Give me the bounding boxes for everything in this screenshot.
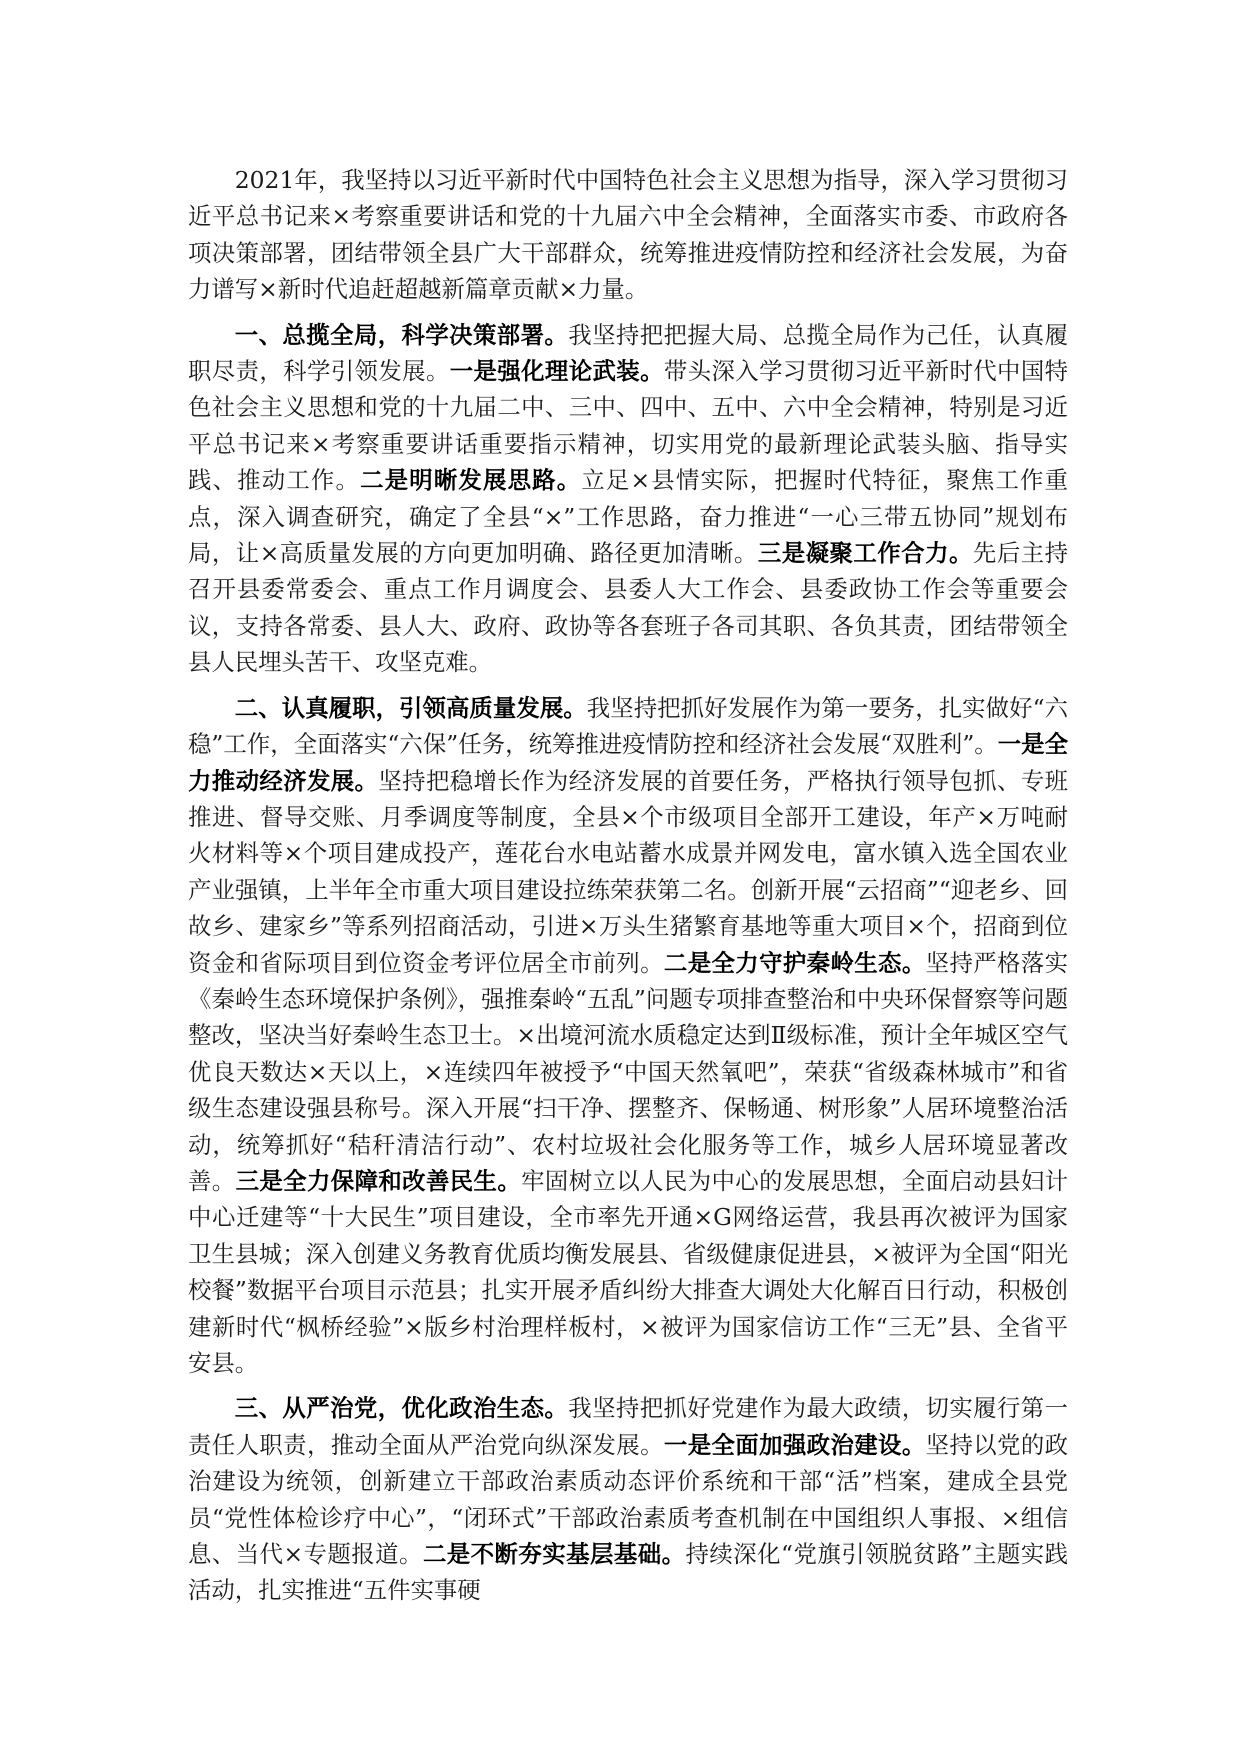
section-1-heading: 一、总揽全局，科学决策部署。 [234,320,569,349]
section-1-point-2-heading: 二是明晰发展思路。 [360,466,582,495]
intro-text: 2021年，我坚持以习近平新时代中国特色社会主义思想为指导，深入学习贯彻习近平总书记来×考察重要讲话和党的十九届六中全会精神，全面落实市委、市政府各项决策部署，团结带领全县广大干部群众，统筹推进疫情防控和经济社会发展，为奋力谱写×新时代追赶超越新篇章贡献×力量。 [188,166,1068,304]
section-3-point-1-heading: 一是全面加强政治建设。 [663,1430,926,1459]
intro-paragraph [188,162,1068,308]
section-2-text: 我坚持把抓好发展作为第一要务，扎实做好“六稳”工作，全面落实“六保”任务，统筹推进疫情防控和经济社会发展“双胜利”。 [188,693,1068,759]
section-1-point-3-heading: 三是凝聚工作合力。 [757,539,973,568]
section-3-text: 我坚持把抓好党建作为最大政绩，切实履行第一责任人职责，推动全面从严治党向纵深发展。 [188,1394,1068,1459]
section-3-heading: 三、从严治党，优化政治生态。 [234,1394,569,1423]
section-1-point-1-text: 带头深入学习贯彻习近平新时代中国特色社会主义思想和党的十九届二中、三中、四中、五中、六中全会精神，特别是习近平总书记来×考察重要讲话重要指示精神，切实用党的最新理论武装头脑、指导实践、推动工作。 [188,357,1069,495]
section-2-point-3-heading: 三是全力保障和改善民生。 [235,1166,522,1195]
document-page [188,162,1068,1618]
section-1-point-2-text: 立足×县情实际，把握时代特征，聚焦工作重点，深入调查研究，确定了全县“×”工作思路，奋力推进“一心三带五协同”规划布局，让×高质量发展的方向更加明确、路径更加清晰。 [188,466,1068,568]
section-1-point-1-heading: 一是强化理论武装。 [449,357,664,386]
section-3-point-2-heading: 二是不断夯实基层基础。 [422,1540,686,1569]
section-2-point-2-text: 坚持严格落实《秦岭生态环境保护条例》，强推秦岭“五乱”问题专项排查整治和中央环保督察等问题整改，坚决当好秦岭生态卫士。×出境河流水质稳定达到Ⅱ级标准，预计全年城区空气优良天数达×天以上，×连续四年被授予“中国天然氧吧”，荣获“省级森林城市”和省级生态建设强县称号。深入开展“扫干净、摆整齐、保畅通、树形象”人居环境整治活动，统筹抓好“秸秆清洁行动”、农村垃圾社会化服务等工作，城乡人居环境显著改善。 [188,948,1069,1195]
section-3-point-1-text: 坚持以党的政治建设为统领，创新建立干部政治素质动态评价系统和干部“活”档案，建成全县党员“党性体检诊疗中心”，“闭环式”干部政治素质考查机制在中国组织人事报、×组信息、当代×专题报道。 [188,1430,1069,1569]
section-2-heading: 二、认真履职，引领高质量发展。 [234,693,587,722]
section-2-point-3-text: 牢固树立以人民为中心的发展思想，全面启动县妇计中心迁建等“十大民生”项目建设，全市率先开通×G网络运营，我县再次被评为国家卫生县城；深入创建义务教育优质均衡发展县、省级健康促进县，×被评为全国“阳光校餐”数据平台项目示范县；扎实开展矛盾纠纷大排查大调处大化解百日行动，积极创建新时代“枫桥经验”×版乡村治理样板村，×被评为国家信访工作“三无”县、全省平安县。 [188,1166,1069,1377]
section-1-point-3-text: 先后主持召开县委常委会、重点工作月调度会、县委人大工作会、县委政协工作会等重要会议，支持各常委、县人大、政府、政协等各套班子各司其职、各负其责，团结带领全县人民埋头苦干、攻坚克难。 [188,539,1069,677]
section-2-point-2-heading: 二是全力守护秦岭生态。 [663,948,926,977]
section-3-point-2-text: 持续深化“党旗引领脱贫路”主题实践活动，扎实推进“五件实事硬 [188,1540,1069,1605]
section-1-text: 我坚持把把握大局、总揽全局作为己任，认真履职尽责，科学引领发展。 [188,320,1068,386]
section-1-paragraph [188,317,1068,681]
section-2-point-1-heading: 一是全力推动经济发展。 [188,730,1069,795]
section-2-paragraph [188,690,1068,1382]
section-3-paragraph [188,1390,1068,1608]
section-2-point-1-text: 坚持把稳增长作为经济发展的首要任务，严格执行领导包抓、专班推进、督导交账、月季调度等制度，全县×个市级项目全部开工建设，年产×万吨耐火材料等×个项目建成投产，莲花台水电站蓄水成景并网发电，富水镇入选全国农业产业强镇，上半年全市重大项目建设拉练荣获第二名。创新开展“云招商”“迎老乡、回故乡、建家乡”等系列招商活动，引进×万头生猪繁育基地等重大项目×个，招商到位资金和省际项目到位资金考评位居全市前列。 [188,766,1068,977]
